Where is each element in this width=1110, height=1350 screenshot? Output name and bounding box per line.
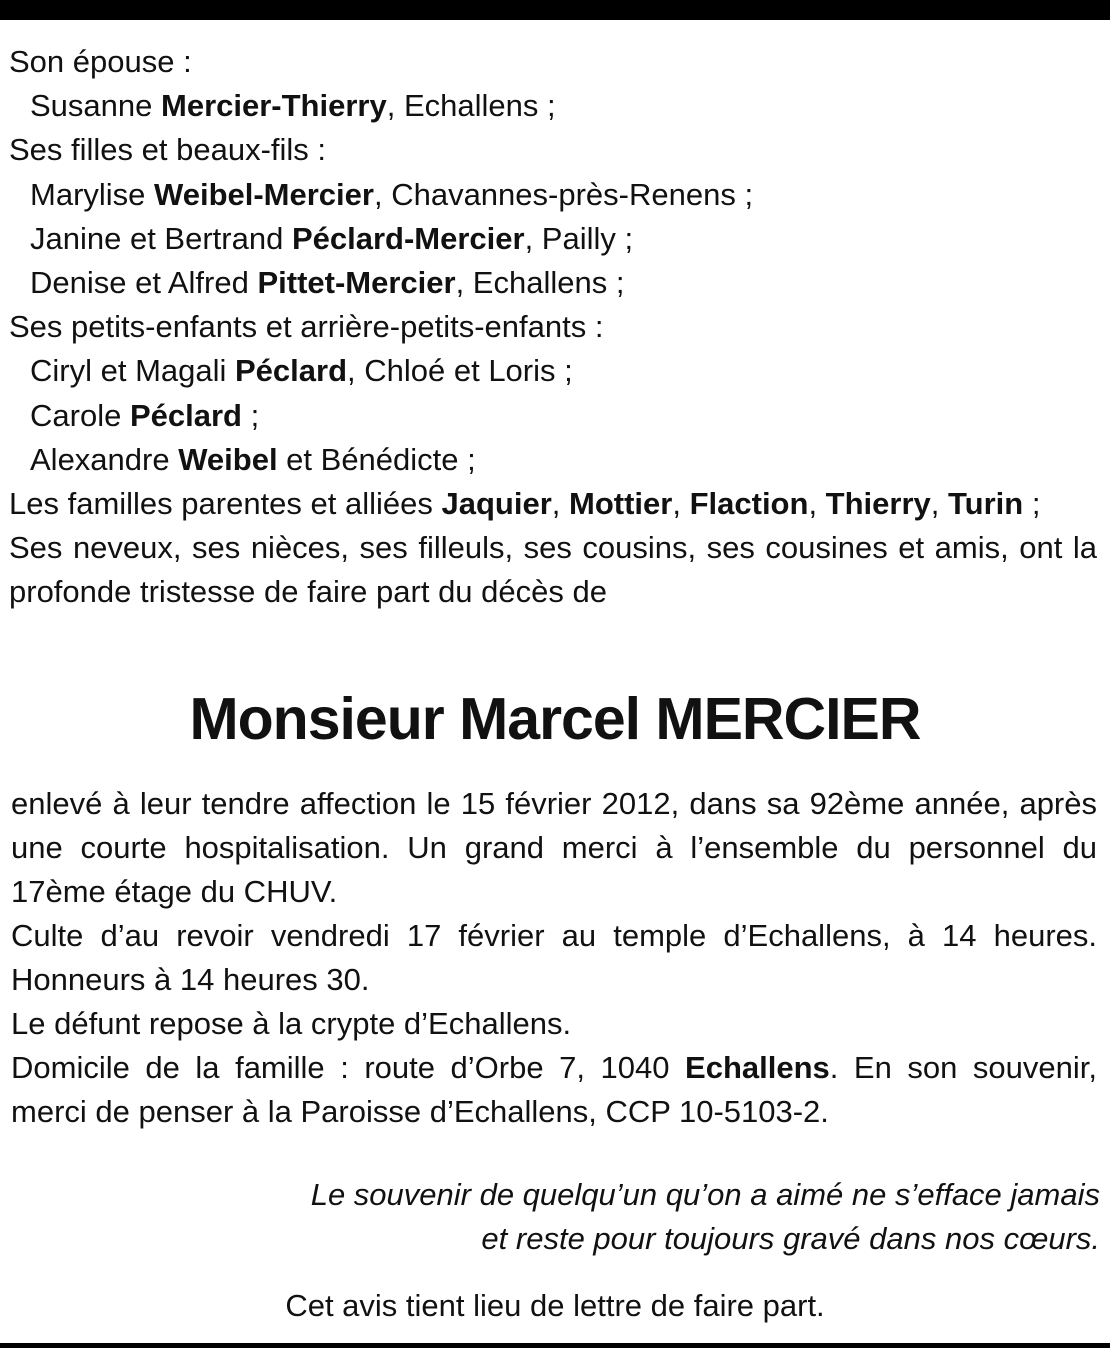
daughter-entry: Denise et Alfred Pittet-Mercier, Echallens ; (30, 265, 625, 301)
family-list (9, 40, 1097, 615)
spouse-name: Mercier-Thierry (161, 88, 387, 124)
bottom-border-rule (0, 1343, 1110, 1348)
grandchild-entry: Ciryl et Magali Péclard, Chloé et Loris ; (30, 353, 573, 389)
deceased-name: Monsieur Marcel MERCIER (189, 686, 921, 752)
body-paragraph: Domicile de la famille : route d’Orbe 7, 1040 Echallens. En son souvenir, merci de penser à la Paroisse d’Echallens, CCP 10-5103-2. (11, 1050, 1097, 1129)
memorial-quote (311, 1173, 1100, 1261)
quote-line: Le souvenir de quelqu’un qu’on a aimé ne s’efface jamais (310, 1177, 1100, 1212)
grandchildren-heading: Ses petits-enfants et arrière-petits-enfants : (9, 309, 604, 345)
relatives-announcement: Ses neveux, ses nièces, ses filleuls, ses cousins, ses cousines et amis, ont la profonde tristesse de faire part du décès de (9, 530, 1097, 610)
closing-note: Cet avis tient lieu de lettre de faire part. (285, 1288, 825, 1323)
body-paragraph: Culte d’au revoir vendredi 17 février au temple d’Echallens, à 14 heures. Honneurs à 14 heures 30. (11, 918, 1097, 997)
daughter-entry: Janine et Bertrand Péclard-Mercier, Pailly ; (30, 220, 634, 256)
body-paragraph: Le défunt repose à la crypte d’Echallens. (11, 1006, 572, 1041)
related-families: Les familles parentes et alliées Jaquier, Mottier, Flaction, Thierry, Turin ; (9, 486, 1041, 522)
daughter-entry: Marylise Weibel-Mercier, Chavannes-près-Renens ; (30, 176, 754, 212)
grandchild-entry: Alexandre Weibel et Bénédicte ; (30, 441, 476, 477)
grandchild-entry: Carole Péclard ; (30, 397, 260, 433)
top-border-rule (0, 0, 1110, 20)
notice-body (11, 782, 1097, 1134)
body-paragraph: enlevé à leur tendre affection le 15 février 2012, dans sa 92ème année, après une courte hospitalisation. Un grand merci à l’ensemble du personnel du 17ème étage du CHUV. (11, 786, 1097, 909)
spouse-entry: Susanne Mercier-Thierry, Echallens ; (30, 88, 556, 124)
spouse-heading: Son épouse : (9, 44, 192, 79)
quote-line: et reste pour toujours gravé dans nos cœurs. (481, 1221, 1100, 1256)
daughters-heading: Ses filles et beaux-fils : (9, 132, 327, 168)
